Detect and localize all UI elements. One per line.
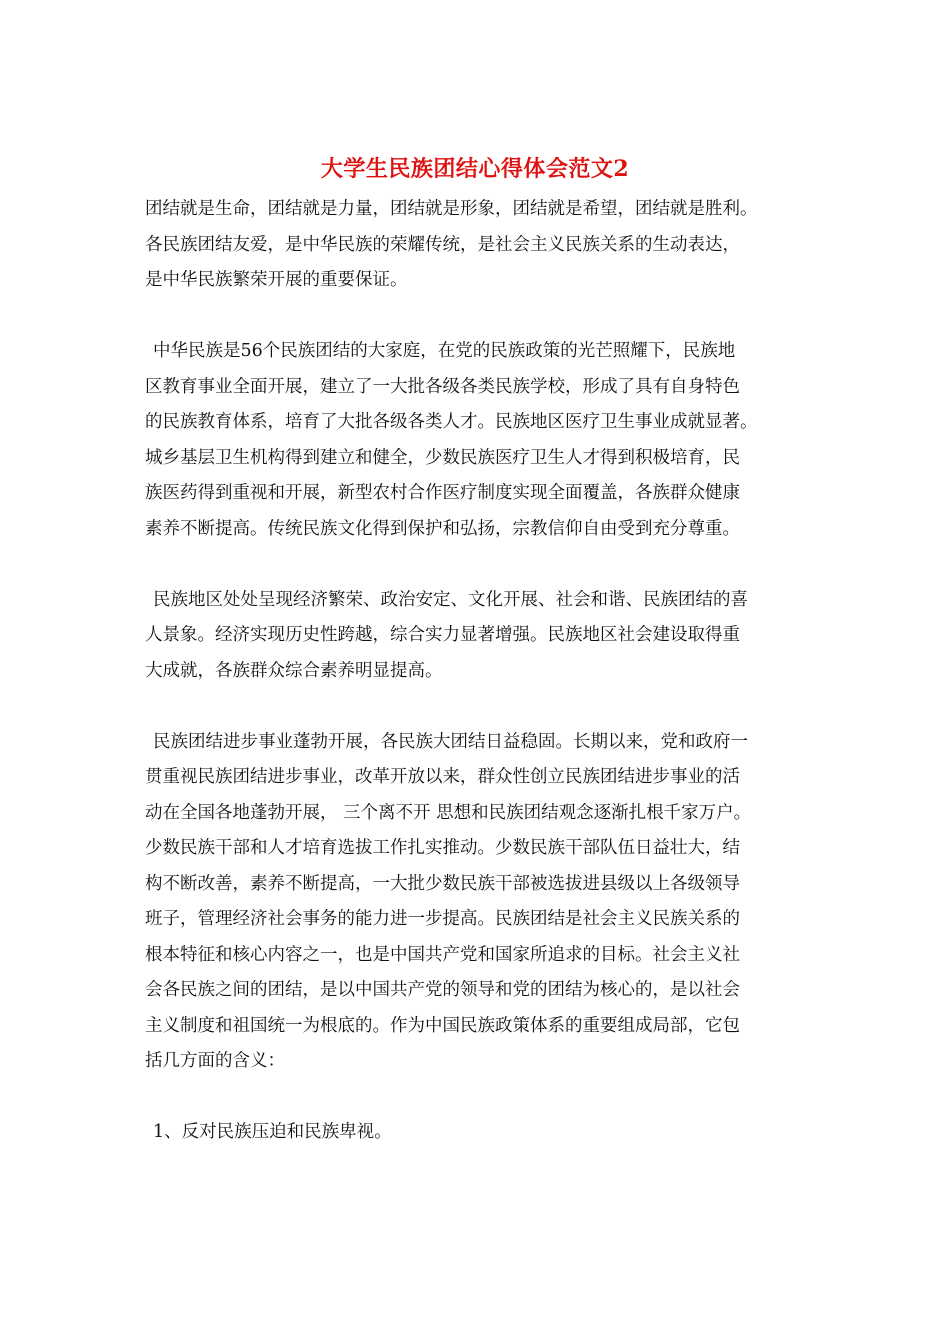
paragraph-3 bbox=[145, 583, 813, 690]
paragraph-line: 主义制度和祖国统一为根底的。作为中国民族政策体系的重要组成局部，它包 bbox=[145, 1015, 740, 1036]
paragraph-1 bbox=[145, 192, 813, 299]
paragraph-line: 各民族团结友爱，是中华民族的荣耀传统，是社会主义民族关系的生动表达， bbox=[145, 234, 740, 255]
paragraph-4 bbox=[145, 725, 813, 1080]
paragraph-line: 括几方面的含义： bbox=[145, 1051, 285, 1071]
paragraph-line: 是中华民族繁荣开展的重要保证。 bbox=[145, 270, 408, 290]
paragraph-line: 少数民族干部和人才培育选拔工作扎实推动。少数民族干部队伍日益壮大，结 bbox=[145, 838, 740, 858]
paragraph-line: 民族地区处处呈现经济繁荣、政治安定、文化开展、社会和谐、民族团结的喜 bbox=[153, 589, 748, 610]
paragraph-line: 族医药得到重视和开展，新型农村合作医疗制度实现全面覆盖，各族群众健康 bbox=[145, 483, 740, 503]
paragraph-line: 大成就，各族群众综合素养明显提高。 bbox=[145, 660, 443, 681]
paragraph-2 bbox=[145, 334, 813, 547]
paragraph-line: 区教育事业全面开展，建立了一大批各级各类民族学校，形成了具有自身特色 bbox=[145, 376, 740, 397]
paragraph-line: 的民族教育体系，培育了大批各级各类人才。民族地区医疗卫生事业成就显著。 bbox=[145, 412, 758, 432]
paragraph-line: 城乡基层卫生机构得到建立和健全，少数民族医疗卫生人才得到积极培育，民 bbox=[145, 447, 740, 468]
paragraph-line: 中华民族是56个民族团结的大家庭，在党的民族政策的光芒照耀下，民族地 bbox=[153, 341, 736, 361]
paragraph-line: 人景象。经济实现历史性跨越，综合实力显著增强。民族地区社会建设取得重 bbox=[145, 625, 740, 645]
paragraph-line: 构不断改善，素养不断提高，一大批少数民族干部被选拔进县级以上各级领导 bbox=[145, 873, 740, 894]
paragraph-line: 班子，管理经济社会事务的能力进一步提高。民族团结是社会主义民族关系的 bbox=[145, 909, 740, 929]
paragraph-line: 贯重视民族团结进步事业，改革开放以来，群众性创立民族团结进步事业的活 bbox=[145, 767, 740, 787]
paragraph-5 bbox=[145, 1115, 813, 1151]
paragraph-line: 根本特征和核心内容之一，也是中国共产党和国家所追求的目标。社会主义社 bbox=[145, 944, 740, 965]
paragraph-line: 团结就是生命，团结就是力量，团结就是形象，团结就是希望，团结就是胜利。 bbox=[145, 199, 758, 219]
paragraph-line: 1、反对民族压迫和民族卑视。 bbox=[153, 1122, 392, 1142]
paragraph-line: 动在全国各地蓬勃开展， 三个离不开 思想和民族团结观念逐渐扎根千家万户。 bbox=[145, 802, 752, 823]
paragraph-line: 会各民族之间的团结，是以中国共产党的领导和党的团结为核心的，是以社会 bbox=[145, 980, 740, 1000]
document-title: 大学生民族团结心得体会范文2 bbox=[320, 156, 630, 182]
paragraph-line: 素养不断提高。传统民族文化得到保护和弘扬，宗教信仰自由受到充分尊重。 bbox=[145, 518, 740, 539]
paragraph-line: 民族团结进步事业蓬勃开展，各民族大团结日益稳固。长期以来，党和政府一 bbox=[153, 731, 748, 752]
document-body bbox=[145, 192, 813, 1151]
